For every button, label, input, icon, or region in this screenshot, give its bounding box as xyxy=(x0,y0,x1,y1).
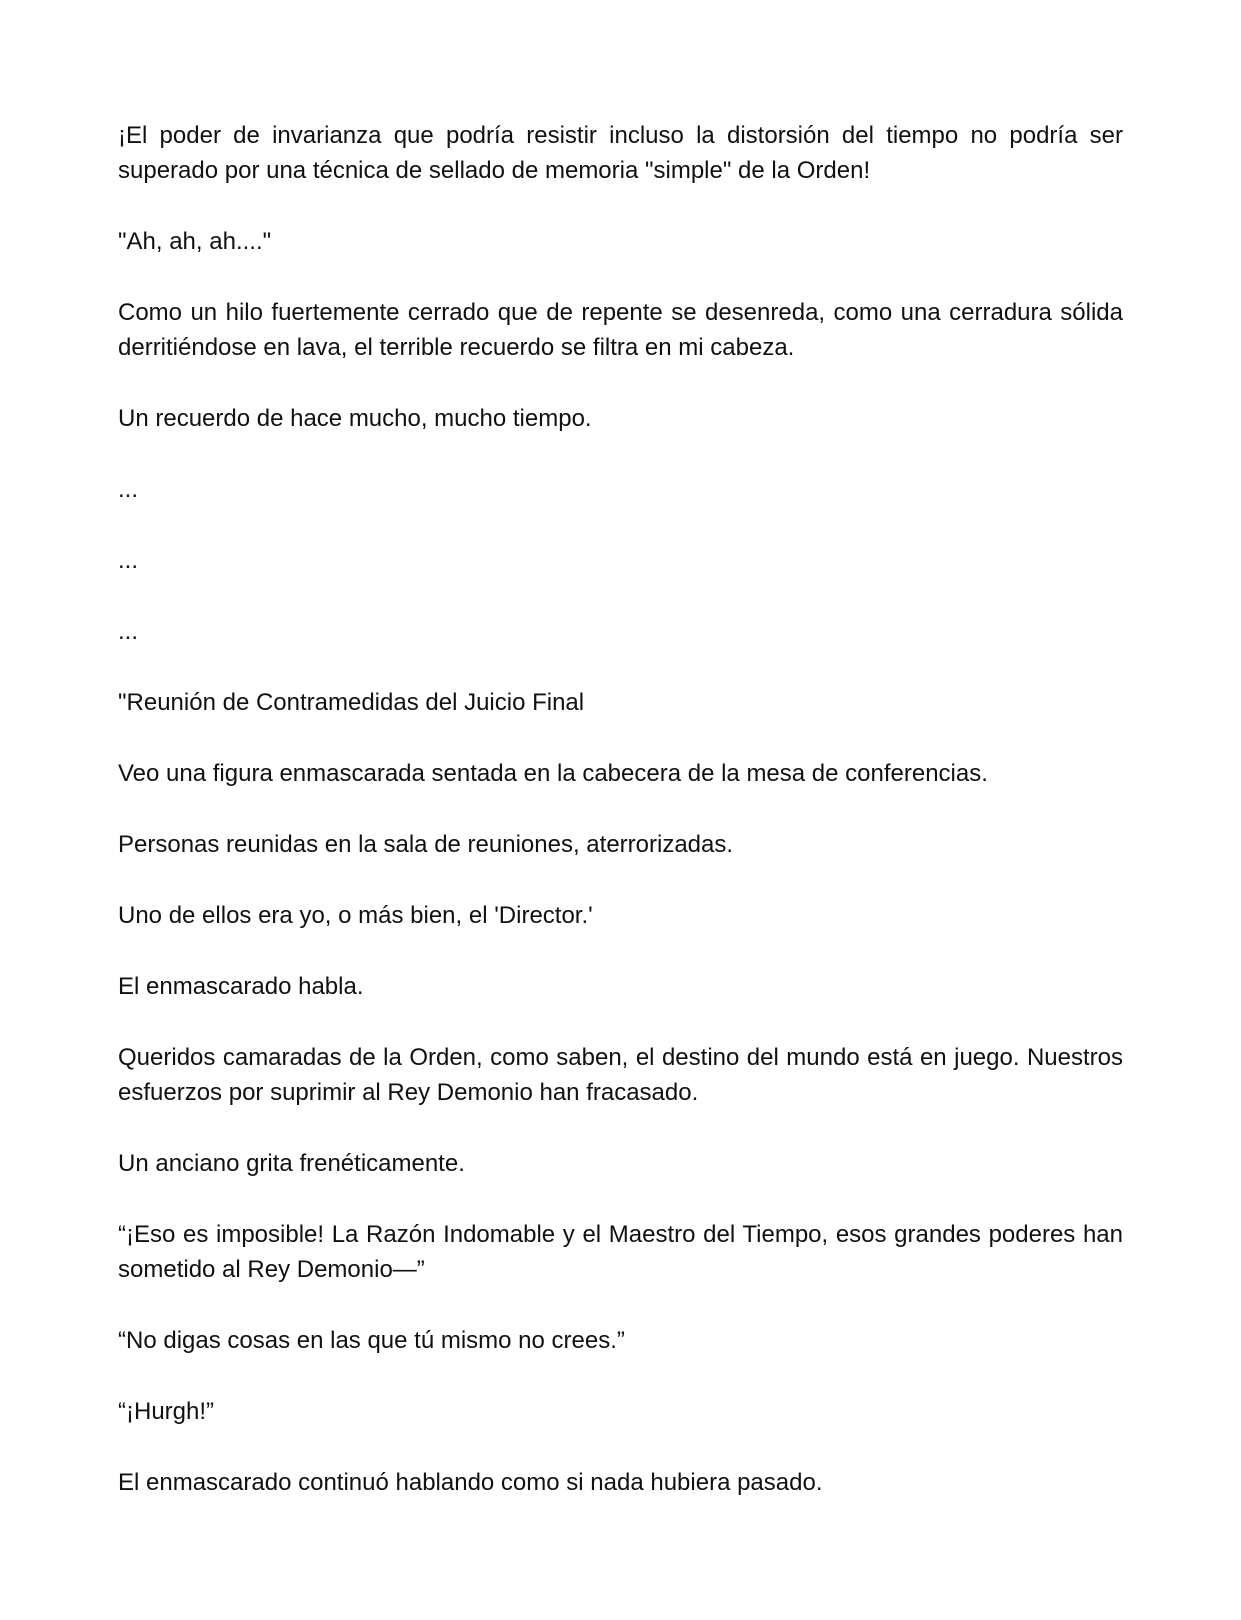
paragraph: El enmascarado continuó hablando como si nada hubiera pasado. xyxy=(118,1469,823,1496)
paragraph: Como un hilo fuertemente cerrado que de repente se desenreda, como una cerradura sólida derritiéndose en lava, el terrible recuerdo se filtra en mi cabeza. xyxy=(118,299,1123,361)
paragraph: Un recuerdo de hace mucho, mucho tiempo. xyxy=(118,405,592,432)
paragraph: “No digas cosas en las que tú mismo no crees.” xyxy=(118,1327,625,1354)
paragraph: El enmascarado habla. xyxy=(118,973,364,1000)
ellipsis-line: ... xyxy=(118,618,139,645)
paragraph: "Ah, ah, ah...." xyxy=(118,228,272,255)
paragraph: “¡Eso es imposible! La Razón Indomable y el Maestro del Tiempo, esos grandes poderes han sometido al Rey Demonio—” xyxy=(118,1221,1123,1283)
document-page xyxy=(118,118,1123,1536)
paragraph: Un anciano grita frenéticamente. xyxy=(118,1150,465,1177)
paragraph: Queridos camaradas de la Orden, como saben, el destino del mundo está en juego. Nuestros esfuerzos por suprimir al Rey Demonio han fracasado. xyxy=(118,1044,1123,1106)
paragraph: Uno de ellos era yo, o más bien, el 'Director.' xyxy=(118,902,593,929)
paragraph: Veo una figura enmascarada sentada en la cabecera de la mesa de conferencias. xyxy=(118,760,988,787)
paragraph: "Reunión de Contramedidas del Juicio Final xyxy=(118,689,585,716)
ellipsis-line: ... xyxy=(118,547,139,574)
ellipsis-line: ... xyxy=(118,476,139,503)
paragraph: ¡El poder de invarianza que podría resistir incluso la distorsión del tiempo no podría ser superado por una técnica de sellado de memoria "simple" de la Orden! xyxy=(118,122,1123,184)
paragraph: Personas reunidas en la sala de reuniones, aterrorizadas. xyxy=(118,831,734,858)
paragraph: “¡Hurgh!” xyxy=(118,1398,215,1425)
